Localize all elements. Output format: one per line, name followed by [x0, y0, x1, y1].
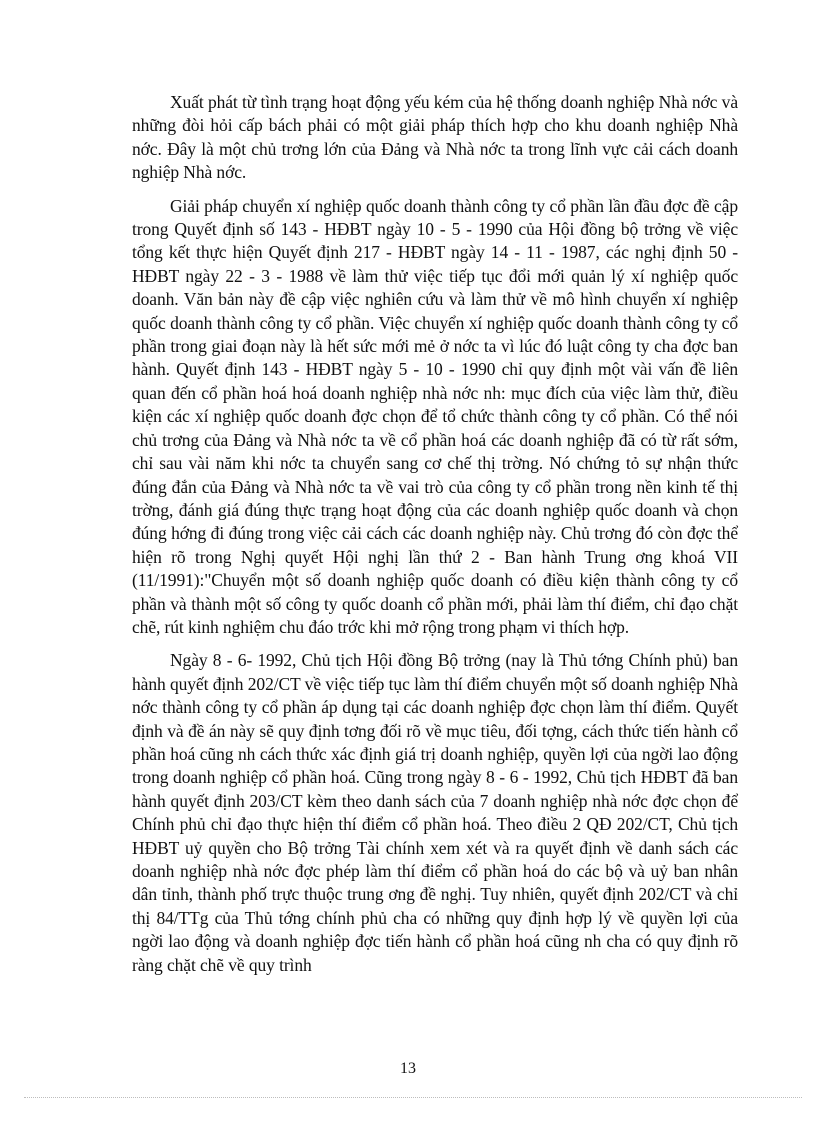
paragraph-2: Giải pháp chuyển xí nghiệp quốc doanh thành công ty cổ phần lần đầu đợc đề cập trong Quyết định số 143 - HĐBT ngày 10 - 5 - 1990 của Hội đồng bộ trởng về việc tổng kết thực hiện Quyết định 217 - HĐBT ngày 14 - 11 - 1987, các nghị định 50 - HĐBT ngày 22 - 3 - 1988 về làm thử việc tiếp tục đổi mới quản lý xí nghiệp quốc doanh. Văn bản này đề cập việc nghiên cứu và làm thử về mô hình chuyển xí nghiệp quốc doanh thành công ty cổ phần. Việc chuyển xí nghiệp quốc doanh thành công ty cổ phần trong giai đoạn này là hết sức mới mẻ ở nớc ta vì lúc đó luật công ty cha đợc ban hành. Quyết định 143 - HĐBT ngày 5 - 10 - 1990 chỉ quy định một vài vấn đề liên quan đến cổ phần hoá hoá doanh nghiệp nhà nớc nh: mục đích của việc làm thử, điều kiện các xí nghiệp quốc doanh đợc chọn để tổ chức thành công ty cổ phần. Có thể nói chủ trơng của Đảng và Nhà nớc ta về cổ phần hoá các doanh nghiệp đã có từ rất sớm, chỉ sau vài năm khi nớc ta chuyển sang cơ chế thị trờng. Nó chứng tỏ sự nhận thức đúng đắn của Đảng và Nhà nớc ta về vai trò của công ty cổ phần trong nền kinh tế thị trờng, đánh giá đúng thực trạng hoạt động của các doanh nghiệp quốc doanh và chọn đúng hớng đi đúng trong việc cải cách các doanh nghiệp này. Chủ trơng đó còn đợc thể hiện rõ trong Nghị quyết Hội nghị lần thứ 2 - Ban hành Trung ơng khoá VII (11/1991):"Chuyển một số doanh nghiệp quốc doanh có điều kiện thành công ty cổ phần và thành một số công ty quốc doanh cổ phần mới, phải làm thí điểm, chỉ đạo chặt chẽ, rút kinh nghiệm chu đáo trớc khi mở rộng trong phạm vi thích hợp.: [132, 195, 738, 637]
document-body: [132, 91, 738, 987]
paragraph-1: Xuất phát từ tình trạng hoạt động yếu kém của hệ thống doanh nghiệp Nhà nớc và những đòi hỏi cấp bách phải có một giải pháp thích hợp cho khu doanh nghiệp Nhà nớc. Đây là một chủ trơng lớn của Đảng và Nhà nớc ta trong lĩnh vực cải cách doanh nghiệp Nhà nớc.: [132, 92, 738, 183]
paragraph-3: Ngày 8 - 6- 1992, Chủ tịch Hội đồng Bộ trởng (nay là Thủ tớng Chính phủ) ban hành quyết định 202/CT về việc tiếp tục làm thí điểm chuyển một số doanh nghiệp Nhà nớc thành công ty cổ phần áp dụng tại các doanh nghiệp đợc chọn làm thí điểm. Quyết định và đề án này sẽ quy định tơng đối rõ về mục tiêu, đối tợng, cách thức tiến hành cổ phần hoá cũng nh cách thức xác định giá trị doanh nghiệp, quyền lợi của ngời lao động trong doanh nghiệp cổ phần hoá. Cũng trong ngày 8 - 6 - 1992, Chủ tịch HĐBT đã ban hành quyết định 203/CT kèm theo danh sách của 7 doanh nghiệp nhà nớc đợc chọn để Chính phủ chỉ đạo thực hiện thí điểm cổ phần hoá. Theo điều 2 QĐ 202/CT, Chủ tịch HĐBT uỷ quyền cho Bộ trởng Tài chính xem xét và ra quyết định về danh sách các doanh nghiệp nhà nớc đợc phép làm thí điểm cổ phần hoá do các bộ và uỷ ban nhân dân tỉnh, thành phố trực thuộc trung ơng đề nghị. Tuy nhiên, quyết định 202/CT và chỉ thị 84/TTg của Thủ tớng chính phủ cha có những quy định hợp lý về quyền lợi của ngời lao động và doanh nghiệp đợc tiến hành cổ phần hoá cũng nh cha có quy định rõ ràng chặt chẽ về quy trình: [132, 650, 738, 975]
page-number: 13: [400, 1060, 416, 1077]
footer-divider: [24, 1097, 802, 1098]
